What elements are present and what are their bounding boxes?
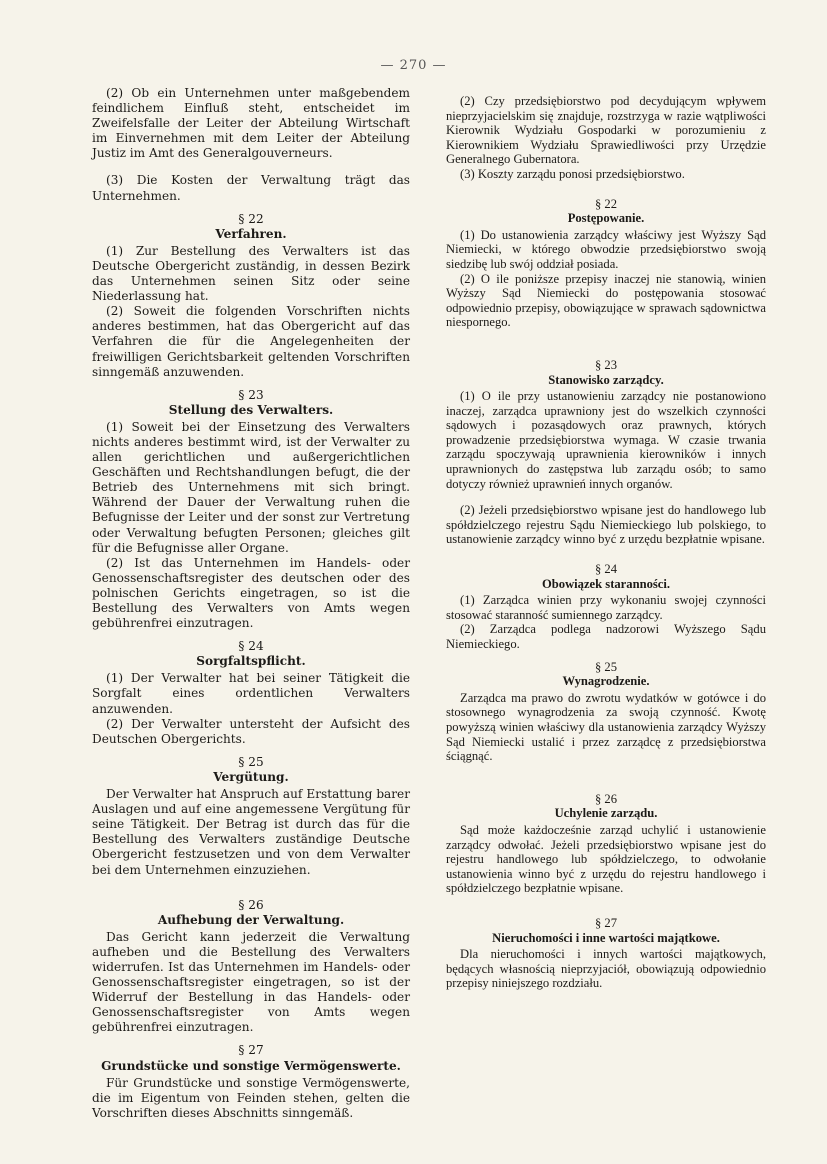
paragraph: (2) Soweit die folgenden Vorschriften nichts anderes bestimmen, hat das Obergericht auf das Verfahren die für die Angelegenheiten der freiwilligen Gerichtsbarkeit geltenden Vorschriften sinngemäß anzuwenden.	[92, 304, 410, 379]
paragraph: (2) Ist das Unternehmen im Handels- oder Genossenschaftsregister des deutschen oder des polnischen Gerichts eingetragen, so ist die Bestellung des Verwalters von Amts wegen gebührenfrei einzutragen.	[92, 555, 410, 631]
section-number: § 25	[594, 659, 618, 674]
section-heading: Postępowanie.	[567, 211, 645, 226]
paragraph: (1) Der Verwalter hat bei seiner Tätigkeit die Sorgfalt eines ordentlichen Verwalters anzuwenden.	[92, 671, 410, 716]
paragraph: Sąd może każdocześnie zarząd uchylić i ustanowienie zarządcy odwołać. Jeżeli przedsiębiorstwo wpisane jest do rejestru handlowego lub spółdzielczego, to odwołanie ustanowienia winno być z urzędu do rejestru handlowego i spółdzielczego bezpłatnie wpisane.	[446, 822, 766, 896]
section-heading: Sorgfaltspflicht.	[196, 654, 306, 669]
paragraph: (3) Koszty zarządu ponosi przedsiębiorstwo.	[460, 166, 685, 181]
section-heading: Aufhebung der Verwaltung.	[157, 912, 345, 927]
paragraph: Dla nieruchomości i innych wartości majątkowych, będących własnością nieprzyjaciół, obowiązują odpowiednio przepisy niniejszego rozdziału.	[446, 947, 766, 991]
polish-column	[446, 94, 766, 991]
section-number: § 22	[594, 196, 618, 211]
section-heading: Nieruchomości i inne wartości majątkowe.	[492, 930, 720, 945]
section-heading: Vergütung.	[213, 769, 289, 784]
paragraph: (2) Zarządca podlega nadzorowi Wyższego Sądu Niemieckiego.	[446, 622, 766, 651]
section-heading: Stellung des Verwalters.	[168, 402, 334, 417]
section-number: § 27	[238, 1043, 264, 1058]
paragraph: (1) Zarządca winien przy wykonaniu swojej czynności stosować staranność sumiennego zarządcy.	[446, 593, 766, 622]
paragraph: (2) Jeżeli przedsiębiorstwo wpisane jest do handlowego lub spółdzielczego rejestru Sądu Niemieckiego lub polskiego, to ustanowienie zarządcy winno być z urzędu bezpłatnie wpisane.	[446, 503, 766, 547]
section-heading: Wynagrodzenie.	[562, 674, 650, 689]
section-heading: Grundstücke und sonstige Vermögenswerte.	[101, 1058, 401, 1073]
section-number: § 23	[594, 357, 618, 372]
section-number: § 24	[594, 562, 618, 577]
section-heading: Uchylenie zarządu.	[554, 806, 658, 821]
section-number: § 23	[238, 387, 264, 402]
section-number: § 22	[238, 211, 264, 226]
paragraph: (1) Zur Bestellung des Verwalters ist das Deutsche Obergericht zuständig, in dessen Bezirk das Unternehmen seinen Sitz oder seine Niederlassung hat.	[92, 243, 410, 304]
paragraph: (1) Soweit bei der Einsetzung des Verwalters nichts anderes bestimmt wird, ist der Verwalter zu allen gerichtlichen und außergerichtlichen Geschäften und Rechtshandlungen befugt, die der Betrieb des Unternehmens mit sich bringt. Während der Dauer der Verwaltung ruhen die Befugnisse der Leiter und der sonst zur Vertretung oder Verwaltung befugten Personen; gleiches gilt für die Befugnisse aller Organe.	[92, 419, 410, 555]
section-number: § 26	[238, 897, 264, 912]
section-heading: Stanowisko zarządcy.	[548, 372, 664, 387]
paragraph: (3) Die Kosten der Verwaltung trägt das Unternehmen.	[92, 173, 410, 203]
paragraph: (2) Ob ein Unternehmen unter maßgebendem feindlichem Einfluß steht, entscheidet im Zweifelsfalle der Leiter der Abteilung Wirtschaft im Einvernehmen mit dem Leiter der Abteilung Justiz im Amt des Generalgouverneurs.	[92, 86, 410, 161]
paragraph: Das Gericht kann jederzeit die Verwaltung aufheben und die Bestellung des Verwalters widerrufen. Ist das Unternehmen im Handels- oder Genossenschaftsregister eingetragen, so ist der Widerruf der Bestellung in das Handels- oder Genossenschaftsregister von Amts wegen gebührenfrei einzutragen.	[92, 929, 410, 1035]
paragraph: (1) O ile przy ustanowieniu zarządcy nie postanowiono inaczej, zarządca uprawniony jest do wszelkich czynności sądowych i pozasądowych oraz prawnych, których prowadzenie przedsiębiorstwa wymaga. W czasie trwania zarządu spoczywają uprawnienia kierowników i innych uprawnionych do zastępstwa lub zarządu osób; to samo dotyczy również uprawnień innych organów.	[446, 389, 766, 491]
section-number: § 27	[594, 915, 618, 930]
section-number: § 25	[238, 754, 264, 769]
section-heading: Obowiązek staranności.	[541, 576, 671, 591]
paragraph: Zarządca ma prawo do zwrotu wydatków w gotówce i do stosownego wynagrodzenia za swoją czynność. Kwotę powyższą winien właściwy dla ustanowienia zarządcy Wyższy Sąd Niemiecki ustalić i przez zarządcę z przedsiębiorstwa ściągnąć.	[446, 690, 766, 764]
section-number: § 24	[238, 639, 264, 654]
paragraph: Für Grundstücke und sonstige Vermögenswerte, die im Eigentum von Feinden stehen, gelten die Vorschriften dieses Abschnitts sinngemäß.	[92, 1075, 410, 1120]
german-column	[92, 86, 410, 1121]
section-heading: Verfahren.	[215, 226, 287, 241]
page-number: — 270 —	[380, 58, 447, 73]
section-number: § 26	[594, 791, 618, 806]
paragraph: (1) Do ustanowienia zarządcy właściwy jest Wyższy Sąd Niemiecki, w którego obwodzie przedsiębiorstwo swoją siedzibę lub swój oddział posiada.	[446, 227, 766, 271]
paragraph: (2) Czy przedsiębiorstwo pod decydującym wpływem nieprzyjacielskim się znajduje, rozstrzyga w razie wątpliwości Kierownik Wydziału Gospodarki w porozumieniu z Kierownikiem Wydziału Sprawiedliwości przy Urzędzie Generalnego Gubernatora.	[446, 94, 766, 167]
paragraph: Der Verwalter hat Anspruch auf Erstattung barer Auslagen und auf eine angemessene Vergütung für seine Tätigkeit. Der Betrag ist durch das für die Bestellung des Verwalters zuständige Deutsche Obergericht festzusetzen und von dem Verwalter bei dem Unternehmen einzuziehen.	[92, 787, 410, 877]
paragraph: (2) Der Verwalter untersteht der Aufsicht des Deutschen Obergerichts.	[92, 716, 410, 746]
paragraph: (2) O ile poniższe przepisy inaczej nie stanowią, winien Wyższy Sąd Niemiecki do postępowania stosować odpowiednio przepisy, obowiązujące w sprawach sądownictwa niespornego.	[446, 271, 766, 330]
